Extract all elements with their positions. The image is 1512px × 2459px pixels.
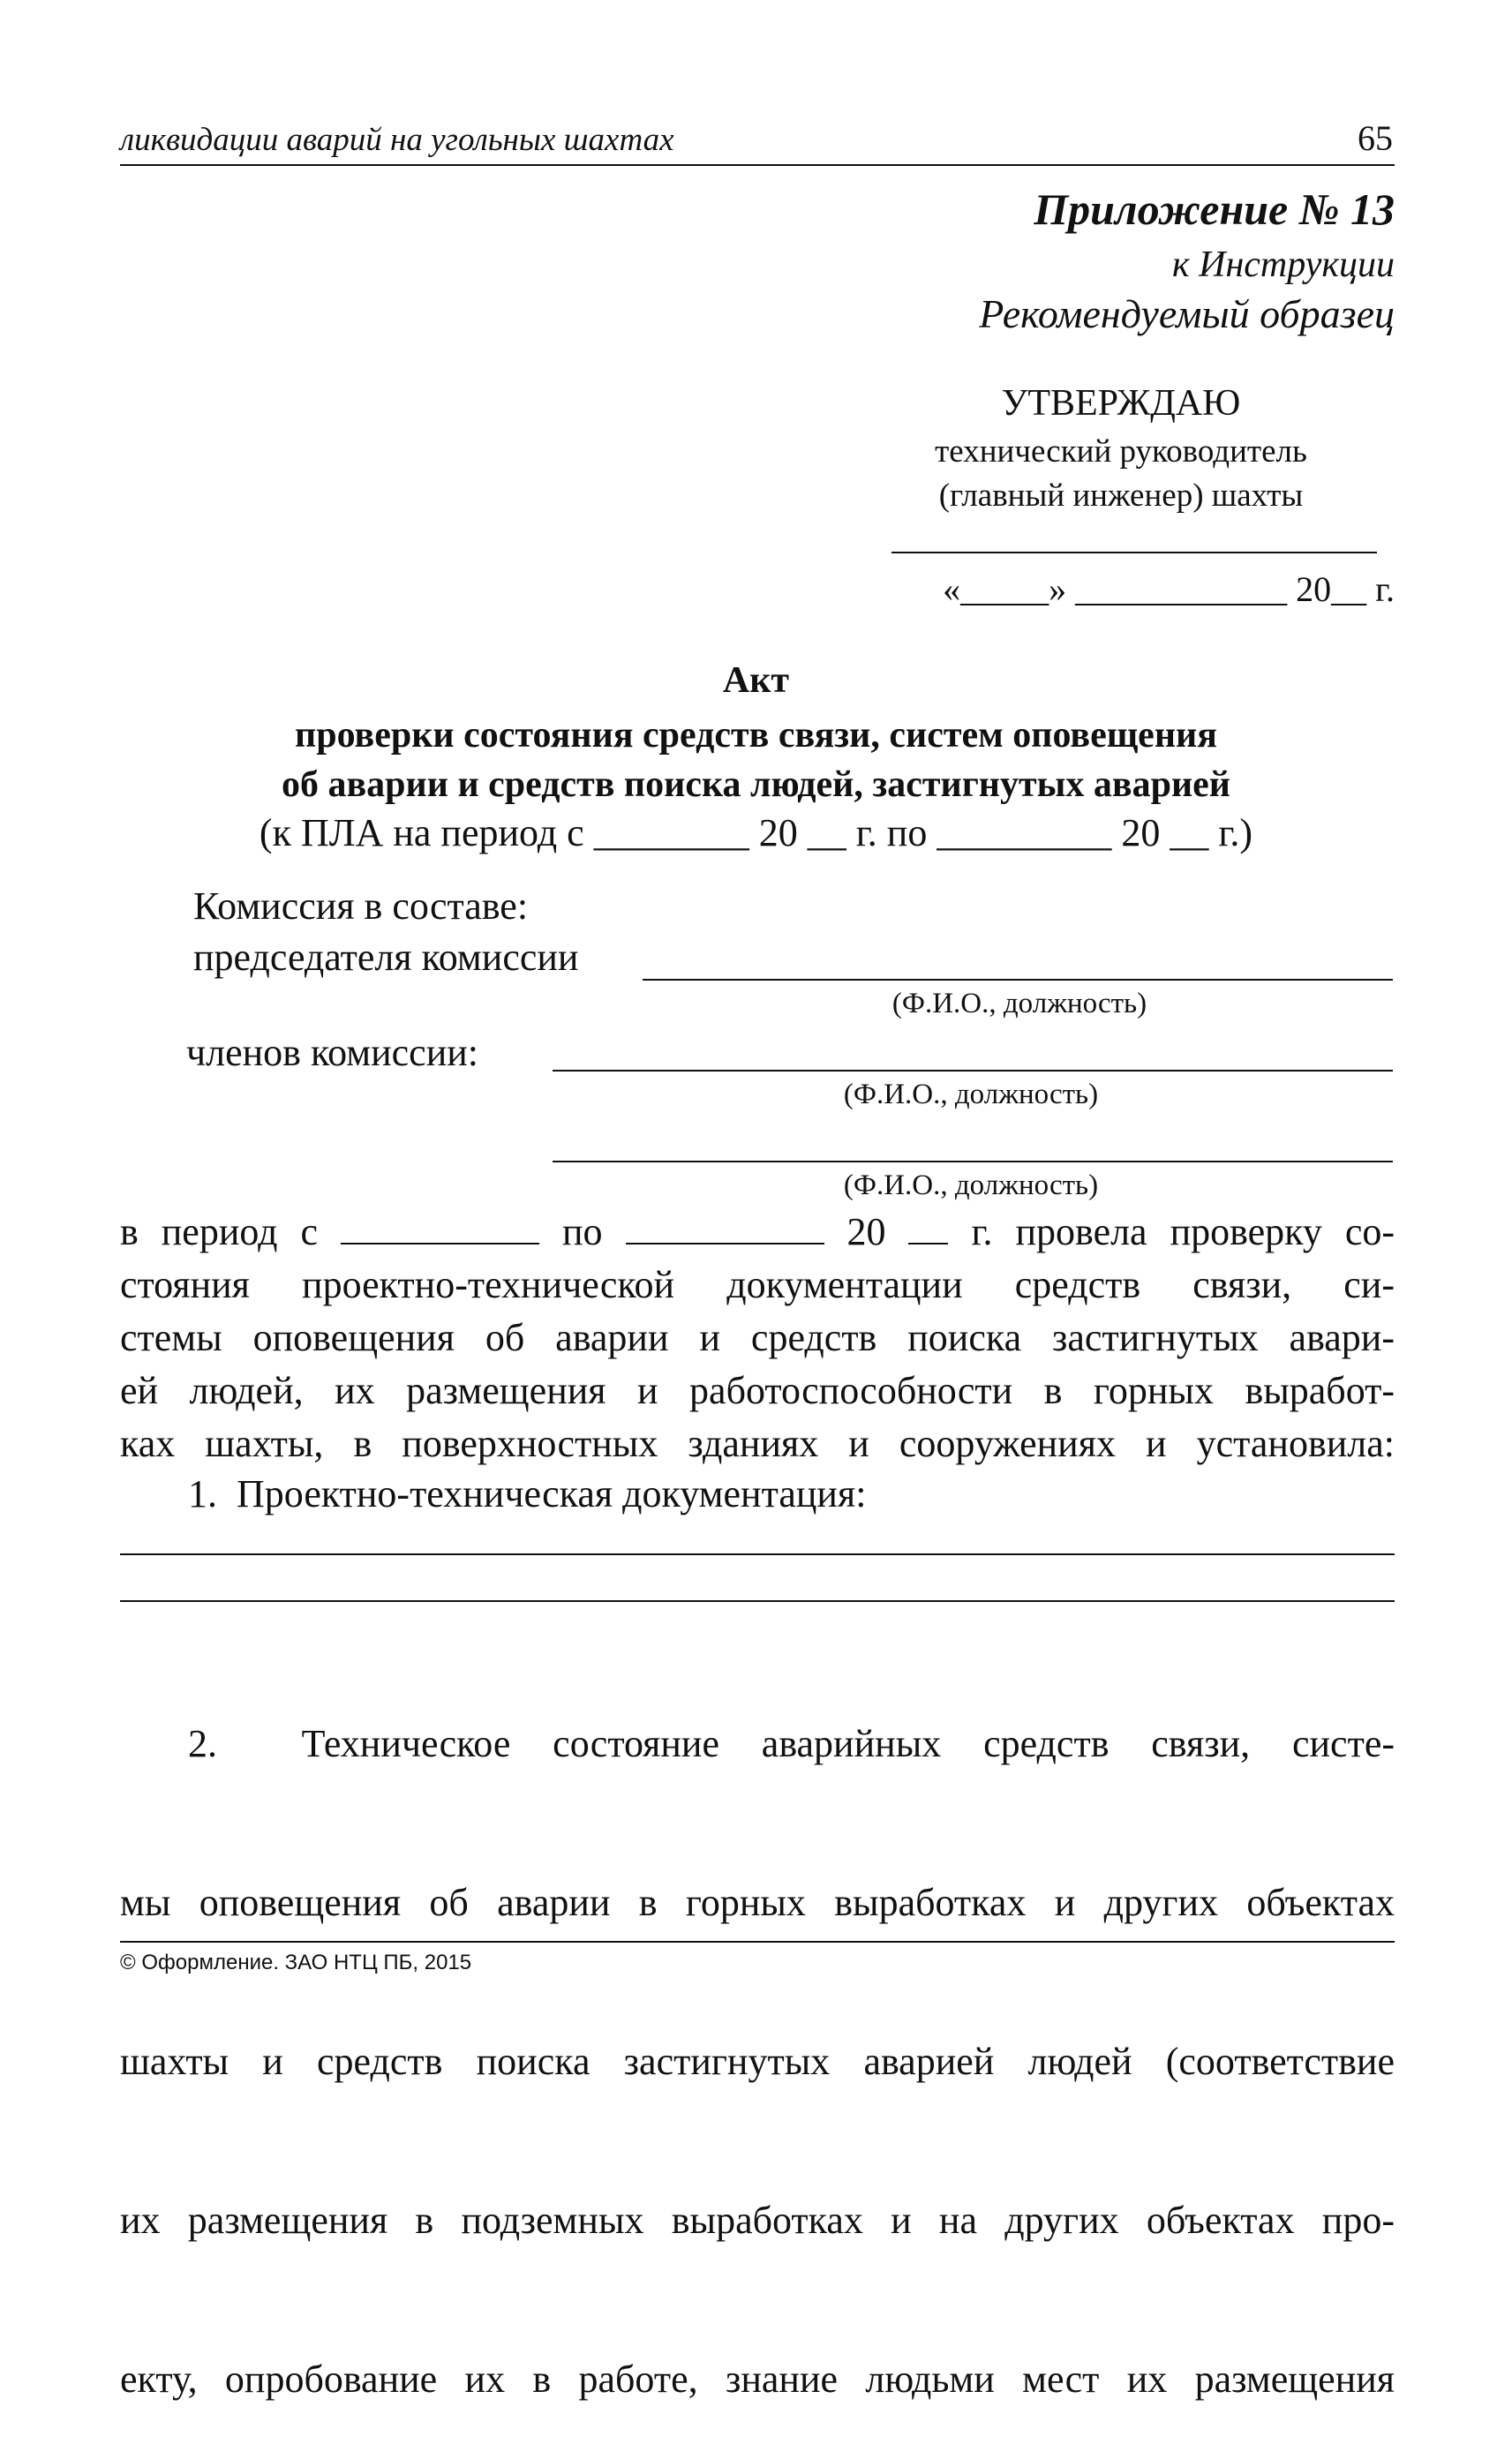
- running-header: ликвидации аварий на угольных шахтах: [120, 122, 674, 158]
- item-2-paragraph: [120, 1612, 1395, 2459]
- inspection-paragraph: [120, 1206, 1395, 1470]
- member2-caption: (Ф.И.О., должность): [843, 1169, 1099, 1201]
- act-period: (к ПЛА на период с ________ 20 __ г. по _________ 20 __ г.): [259, 811, 1253, 854]
- item-1-fill-line-2: [120, 1600, 1395, 1602]
- member2-fill-line: [553, 1161, 1393, 1162]
- approval-position-detail: (главный инженер) шахты: [938, 478, 1304, 514]
- footer-divider: [120, 1941, 1395, 1943]
- item-1-fill-line-1: [120, 1553, 1395, 1555]
- inspection-period-line: в период с по 20 г. провела проверку со-: [120, 1210, 1395, 1253]
- paragraph-line: 2. Техническое состояние аварийных средств связи, систе-: [188, 1722, 1395, 1765]
- act-subject-line1: проверки состояния средств связи, систем оповещения: [295, 715, 1217, 756]
- member1-fill-line: [553, 1070, 1393, 1072]
- paragraph-line: стемы оповещения об аварии и средств поиска застигнутых авари-: [120, 1316, 1395, 1359]
- paragraph-line: екту, опробование их в работе, знание людьми мест их размещения: [120, 2357, 1395, 2401]
- act-title: Акт: [722, 660, 790, 701]
- signature-line: [891, 552, 1377, 553]
- paragraph-line: мы оповещения об аварии в горных выработках и других объектах: [120, 1881, 1395, 1924]
- paragraph-line: их размещения в подземных выработках и на других объектах про-: [120, 2199, 1395, 2242]
- period-end-fill: [626, 1211, 824, 1245]
- chairman-label: председателя комиссии: [193, 936, 579, 979]
- paragraph-line: ках шахты, в поверхностных зданиях и сооружениях и установила:: [120, 1422, 1395, 1465]
- act-subject-line2: об аварии и средств поиска людей, застигнутых аварией: [282, 764, 1230, 805]
- appendix-subtitle: к Инструкции: [1171, 244, 1395, 285]
- approval-date-line: «_____» ____________ 20__ г.: [943, 569, 1395, 609]
- page-number: 65: [1358, 118, 1393, 158]
- chairman-fill-line: [643, 979, 1393, 981]
- approval-title: УТВЕРЖДАЮ: [1001, 383, 1241, 424]
- chairman-caption: (Ф.И.О., должность): [891, 988, 1147, 1019]
- period-year-fill: [908, 1211, 948, 1245]
- period-start-fill: [341, 1211, 539, 1245]
- member1-caption: (Ф.И.О., должность): [843, 1079, 1099, 1110]
- footer-copyright: © Оформление. ЗАО НТЦ ПБ, 2015: [120, 1951, 472, 1974]
- appendix-sample-label: Рекомендуемый образец: [979, 291, 1395, 336]
- members-label: членов комиссии:: [186, 1031, 479, 1074]
- paragraph-line: стояния проектно-технической документации средств связи, си-: [120, 1263, 1395, 1306]
- paragraph-line: ей людей, их размещения и работоспособности в горных выработ-: [120, 1369, 1395, 1412]
- paragraph-line: шахты и средств поиска застигнутых аварией людей (соответствие: [120, 2040, 1395, 2083]
- commission-heading: Комиссия в составе:: [193, 884, 529, 928]
- approval-position: технический руководитель: [935, 433, 1307, 470]
- header-divider: [120, 164, 1395, 166]
- item-1-heading: 1. Проектно-техническая документация:: [188, 1472, 867, 1515]
- appendix-title: Приложение № 13: [1034, 184, 1395, 234]
